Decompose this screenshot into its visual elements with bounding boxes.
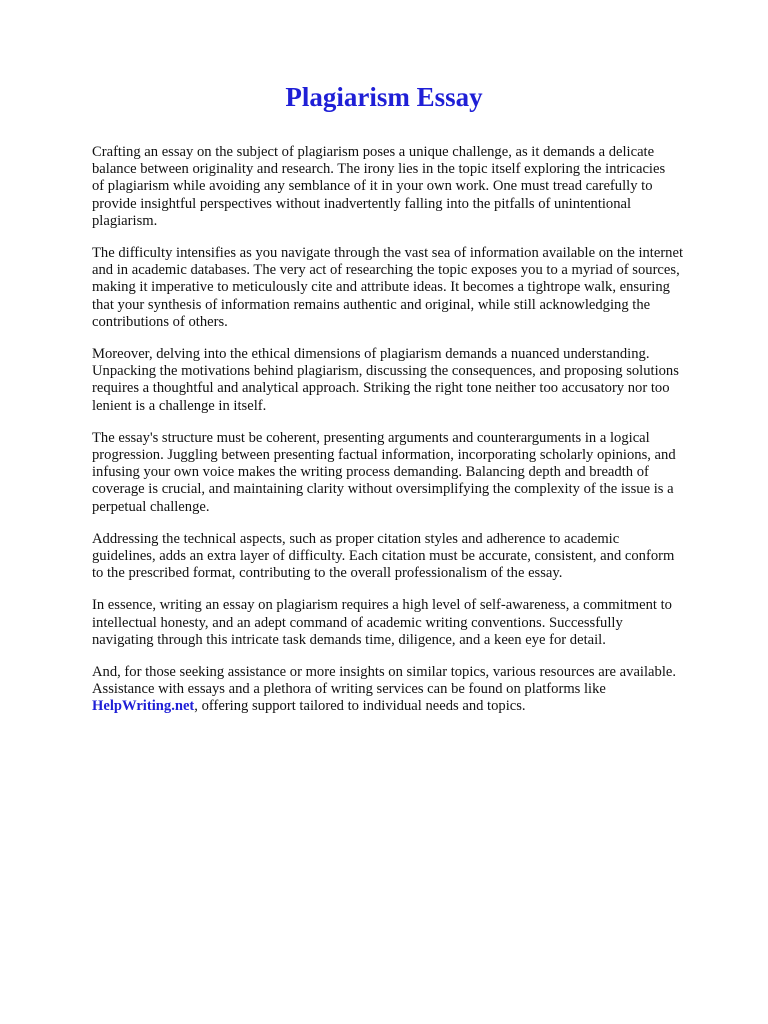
closing-text-after: , offering support tailored to individual needs and topics. <box>194 698 526 715</box>
paragraph-2: The difficulty intensifies as you navigate through the vast sea of information available on the internet and in academic databases. The very act of researching the topic exposes you to a myriad of sources, making it imperative to meticulously cite and attribute ideas. It becomes a tightrope walk, ensuring that your synthesis of information remains authentic and original, while still acknowledging the contributions of others. <box>92 245 684 330</box>
document-title: Plagiarism Essay <box>285 82 483 112</box>
helpwriting-link[interactable]: HelpWriting.net <box>92 698 195 715</box>
closing-text-before: And, for those seeking assistance or more insights on similar topics, various resources are available. Assistance with essays and a plethora of writing services can be found on platforms like <box>92 664 676 698</box>
paragraph-6: In essence, writing an essay on plagiarism requires a high level of self-awareness, a commitment to intellectual honesty, and an adept command of academic writing conventions. Successfully navigating through this intricate task demands time, diligence, and a keen eye for detail. <box>92 597 672 648</box>
paragraph-3: Moreover, delving into the ethical dimensions of plagiarism demands a nuanced understanding. Unpacking the motivations behind plagiarism, discussing the consequences, and proposing solutions requires a thoughtful and analytical approach. Striking the right tone neither too accusatory nor too lenient is a challenge in itself. <box>92 346 679 414</box>
paragraph-1: Crafting an essay on the subject of plagiarism poses a unique challenge, as it demands a delicate balance between originality and research. The irony lies in the topic itself exploring the intricacies of plagiarism while avoiding any semblance of it in your own work. One must tread carefully to provide insightful perspectives without inadvertently falling into the pitfalls of unintentional plagiarism. <box>92 144 666 229</box>
paragraph-5: Addressing the technical aspects, such as proper citation styles and adherence to academic guidelines, adds an extra layer of difficulty. Each citation must be accurate, consistent, and conform to the prescribed format, contributing to the overall professionalism of the essay. <box>92 530 675 582</box>
document-body <box>92 144 732 731</box>
closing-paragraph <box>92 664 732 716</box>
paragraph-4: The essay's structure must be coherent, presenting arguments and counterarguments in a logical progression. Juggling between presenting factual information, incorporating scholarly opinions, and infusing your own voice makes the writing process demanding. Balancing depth and breadth of coverage is crucial, and maintaining clarity without oversimplifying the complexity of the issue is a perpetual challenge. <box>92 429 676 515</box>
